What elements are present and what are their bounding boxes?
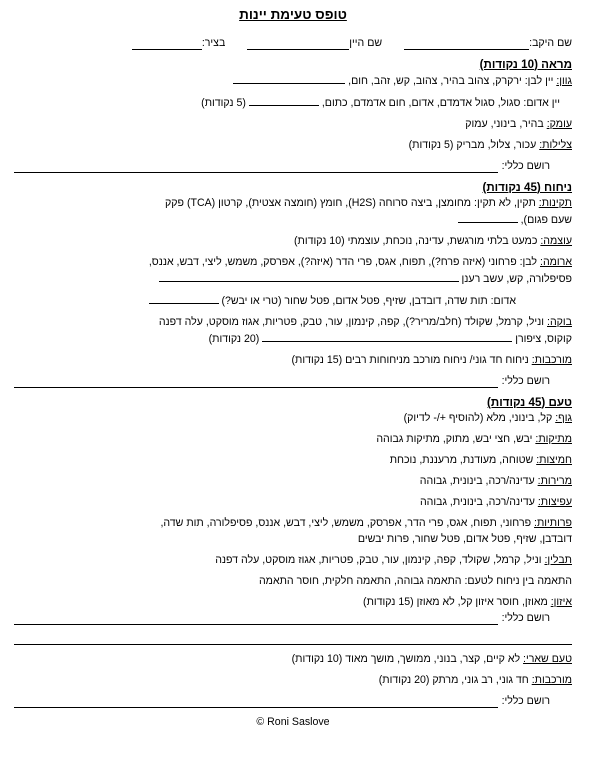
faults-line bbox=[14, 196, 572, 210]
faults-values: תקין, לא תקין: מחומצן, ביצה סרוחה (H2S), חומץ (חומצה אצטית), קרטון (TCA) פקק bbox=[165, 197, 536, 209]
clarity-line bbox=[14, 138, 572, 152]
appearance-heading: מראה (10 נקודות) bbox=[479, 58, 572, 71]
sweetness-line bbox=[14, 432, 572, 446]
aroma-notes-label: רושם כללי: bbox=[501, 375, 550, 387]
wine-blank[interactable] bbox=[247, 38, 349, 50]
finish-label: טעם שארי: bbox=[523, 653, 572, 665]
bouquet-line bbox=[14, 315, 572, 329]
sweetness-values: יבש, חצי יבש, מתוק, מתיקות גבוהה bbox=[376, 433, 533, 445]
copyright-notice: © Roni Saslove bbox=[256, 716, 330, 728]
red-aromas-blank[interactable] bbox=[149, 293, 219, 304]
acidity-values: שטוחה, מעודנת, מרעננת, נוכחת bbox=[389, 454, 534, 466]
balance-label: איזון: bbox=[550, 596, 572, 608]
depth-line bbox=[14, 117, 572, 131]
bouquet-points: (20 נקודות) bbox=[208, 333, 260, 345]
red-aromas: אדום: תות שדה, דובדבן, שזיף, פטל אדום, פטל שחור (טרי או יבש?) bbox=[221, 295, 516, 307]
depth-values: בהיר, בינוני, עמוק bbox=[465, 118, 544, 130]
white-wine-options: יין לבן: ירקרק, צהוב בהיר, צהוב, קש, זהב, חום, bbox=[348, 75, 554, 87]
astringency-line bbox=[14, 495, 572, 509]
fruitiness-cont-line bbox=[14, 532, 572, 546]
intensity-values: כמעט בלתי מורגשת, עדינה, נוכחת, עוצמתי (10 נקודות) bbox=[293, 235, 538, 247]
aroma-complexity-label: מורכבות: bbox=[531, 354, 572, 366]
aroma-label: ארומה: bbox=[540, 256, 572, 268]
bouquet-label: בוקה: bbox=[547, 316, 572, 328]
color-points: (5 נקודות) bbox=[201, 97, 246, 109]
taste-notes-blank[interactable] bbox=[14, 613, 498, 625]
fruitiness-line bbox=[14, 516, 572, 530]
header-fields bbox=[14, 36, 572, 50]
aroma-notes-blank[interactable] bbox=[14, 376, 498, 388]
wine-field[interactable] bbox=[247, 36, 382, 50]
bouquet-blank[interactable] bbox=[262, 331, 512, 342]
bouquet-values: וניל, קרמל, שקולד (חלב/מריר?), קפה, קינמון, עור, טבק, פטריות, אגוז מוסקט, עלה דפנה bbox=[158, 316, 545, 328]
bitterness-values: עדינה/רכה, בינונית, גבוהה bbox=[419, 475, 535, 487]
color-red-line bbox=[14, 95, 572, 110]
white-wine-blank[interactable] bbox=[233, 73, 345, 84]
fruitiness-values: פרחוני, תפוח, אגס, פרי הדר, אפרסק, משמש, ליצי, דבש, אננס, פסיפלורה, תות שדה, bbox=[160, 517, 532, 529]
white-aromas: לבן: פרחוני (איזה פרח?), תפוח, אגס, פרי הדר (איזה?), אפרסק, משמש, ליצי, דבש, אננס, bbox=[148, 256, 538, 268]
astringency-values: עדינה/רכה, בינונית, גבוהה bbox=[419, 496, 535, 508]
acidity-label: חמיצות: bbox=[536, 454, 572, 466]
spices-line bbox=[14, 553, 572, 567]
red-aroma-line bbox=[14, 293, 572, 308]
form-title: טופס טעימת יינות bbox=[239, 7, 347, 22]
clarity-label: צלילות: bbox=[539, 139, 572, 151]
faults-blank[interactable] bbox=[458, 212, 518, 223]
depth-label: עומק: bbox=[546, 118, 572, 130]
astringency-label: עפיצות: bbox=[537, 496, 572, 508]
body-values: קל, בינוני, מלא (להוסיף +/- לדיוק) bbox=[403, 412, 553, 424]
white-aroma-cont-line bbox=[14, 271, 572, 286]
faults-cont-line bbox=[14, 212, 572, 227]
intensity-label: עוצמה: bbox=[540, 235, 572, 247]
aroma-notes[interactable] bbox=[14, 374, 572, 388]
bitterness-line bbox=[14, 474, 572, 488]
spices-label: תבלין: bbox=[544, 554, 572, 566]
acidity-line bbox=[14, 453, 572, 467]
aroma-complexity-line bbox=[14, 353, 572, 367]
winery-field[interactable] bbox=[404, 36, 572, 50]
balance-line bbox=[14, 595, 572, 609]
final-notes-label: רושם כללי: bbox=[501, 695, 550, 707]
aroma-complexity-values: ניחוח חד גוני/ ניחוח מורכב מניחוחות רבים (15 נקודות) bbox=[291, 354, 529, 366]
appearance-notes-label: רושם כללי: bbox=[501, 160, 550, 172]
fruitiness-cont: דובדבן, שזיף, פטל אדום, פטל שחור, פרות יבשים bbox=[357, 533, 572, 545]
red-wine-options: יין אדום: סגול, סגול אדמדם, אדום, חום אדמדם, כתום, bbox=[321, 97, 560, 109]
intensity-line bbox=[14, 234, 572, 248]
fruitiness-label: פרותיות: bbox=[534, 517, 572, 529]
white-aroma-line bbox=[14, 255, 572, 269]
sweetness-label: מתיקות: bbox=[535, 433, 572, 445]
body-label: גוף: bbox=[555, 412, 572, 424]
wine-label: שם היין bbox=[349, 37, 383, 49]
appearance-notes-blank[interactable] bbox=[14, 161, 498, 173]
final-notes-blank[interactable] bbox=[14, 696, 498, 708]
balance-values: מאוזן, חוסר איזון קל, לא מאוזן (15 נקודות) bbox=[363, 596, 548, 608]
white-aromas-blank[interactable] bbox=[159, 271, 459, 282]
aroma-heading: ניחוח (45 נקודות) bbox=[482, 181, 572, 194]
taste-complexity-label: מורכבות: bbox=[531, 674, 572, 686]
vintage-blank[interactable] bbox=[132, 38, 202, 50]
winery-label: שם היקב: bbox=[529, 37, 572, 49]
spices-values: וניל, קרמל, שקולד, קפה, קינמון, עור, טבק, פטריות, אגוז מוסקט, עלה דפנה bbox=[215, 554, 542, 566]
faults-label: תקינות: bbox=[538, 197, 572, 209]
vintage-field[interactable] bbox=[132, 36, 225, 50]
vintage-label: בציר: bbox=[201, 37, 226, 49]
color-white-line bbox=[14, 73, 572, 88]
finish-values: לא קיים, קצר, בנוני, ממושך, מושך מאוד (10 נקודות) bbox=[291, 653, 521, 665]
bouquet-cont: קוקוס, ציפורן bbox=[515, 333, 572, 345]
taste-notes-label: רושם כללי: bbox=[501, 612, 550, 624]
white-aromas-cont: פסיפלורה, קש, עשב רענן bbox=[461, 273, 572, 285]
taste-notes[interactable] bbox=[14, 611, 572, 625]
match-values: התאמה בין ניחוח לטעם: התאמה גבוהה, התאמה חלקית, חוסר התאמה bbox=[258, 575, 572, 587]
red-wine-blank[interactable] bbox=[249, 95, 319, 106]
taste-complexity-line bbox=[14, 673, 572, 687]
final-notes[interactable] bbox=[14, 694, 572, 708]
taste-notes-extra-line[interactable] bbox=[14, 632, 572, 645]
color-label: גוון: bbox=[556, 75, 572, 87]
winery-blank[interactable] bbox=[404, 38, 529, 50]
appearance-notes[interactable] bbox=[14, 159, 572, 173]
faults-cont: שעם פגום), bbox=[520, 214, 572, 226]
bouquet-cont-line bbox=[14, 331, 572, 346]
bitterness-label: מרירות: bbox=[537, 475, 572, 487]
finish-line bbox=[14, 652, 572, 666]
body-line bbox=[14, 411, 572, 425]
match-line bbox=[14, 574, 572, 588]
taste-heading: טעם (45 נקודות) bbox=[487, 396, 572, 409]
taste-complexity-values: חד גוני, רב גוני, מרתק (20 נקודות) bbox=[378, 674, 529, 686]
clarity-values: עכור, צלול, מבריק (5 נקודות) bbox=[408, 139, 537, 151]
